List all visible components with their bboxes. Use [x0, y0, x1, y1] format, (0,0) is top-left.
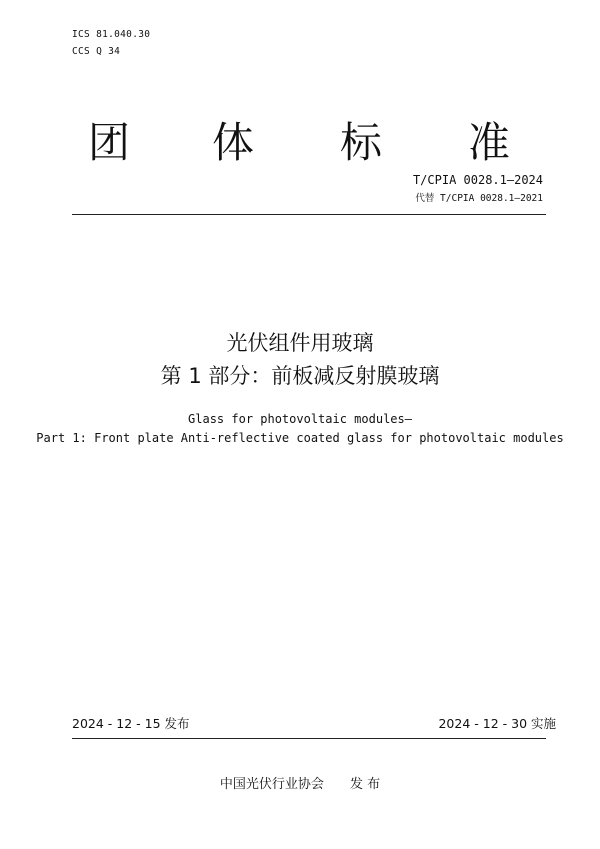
- publisher-line: [0, 776, 600, 794]
- document-type-char: 体: [212, 118, 255, 167]
- footer-divider: [72, 738, 546, 739]
- replaces-standard: 代替 T/CPIA 0028.1—2021: [415, 193, 543, 204]
- issue-date: 2024 - 12 - 15 发布: [72, 716, 190, 731]
- english-title-line-2: Part 1: Front plate Anti-reflective coated glass for photovoltaic modules: [36, 431, 564, 445]
- implementation-date: 2024 - 12 - 30 实施: [438, 716, 556, 731]
- document-type-char: 标: [340, 118, 383, 167]
- chinese-title-line-1: 光伏组件用玻璃: [226, 331, 374, 355]
- publish-action: 发 布: [349, 777, 381, 792]
- ics-code: ICS 81.040.30: [72, 29, 151, 40]
- header-divider: [72, 214, 546, 215]
- document-type-char: 团: [88, 118, 131, 167]
- chinese-title-line-2: 第 1 部分：前板减反射膜玻璃: [160, 364, 440, 388]
- document-type-heading: [72, 118, 532, 168]
- publisher-name: 中国光伏行业协会: [219, 777, 324, 792]
- standard-number: T/CPIA 0028.1—2024: [412, 173, 543, 187]
- ccs-code: CCS Q 34: [72, 46, 121, 57]
- english-title-line-1: Glass for photovoltaic modules—: [188, 412, 412, 426]
- document-type-char: 准: [468, 118, 511, 167]
